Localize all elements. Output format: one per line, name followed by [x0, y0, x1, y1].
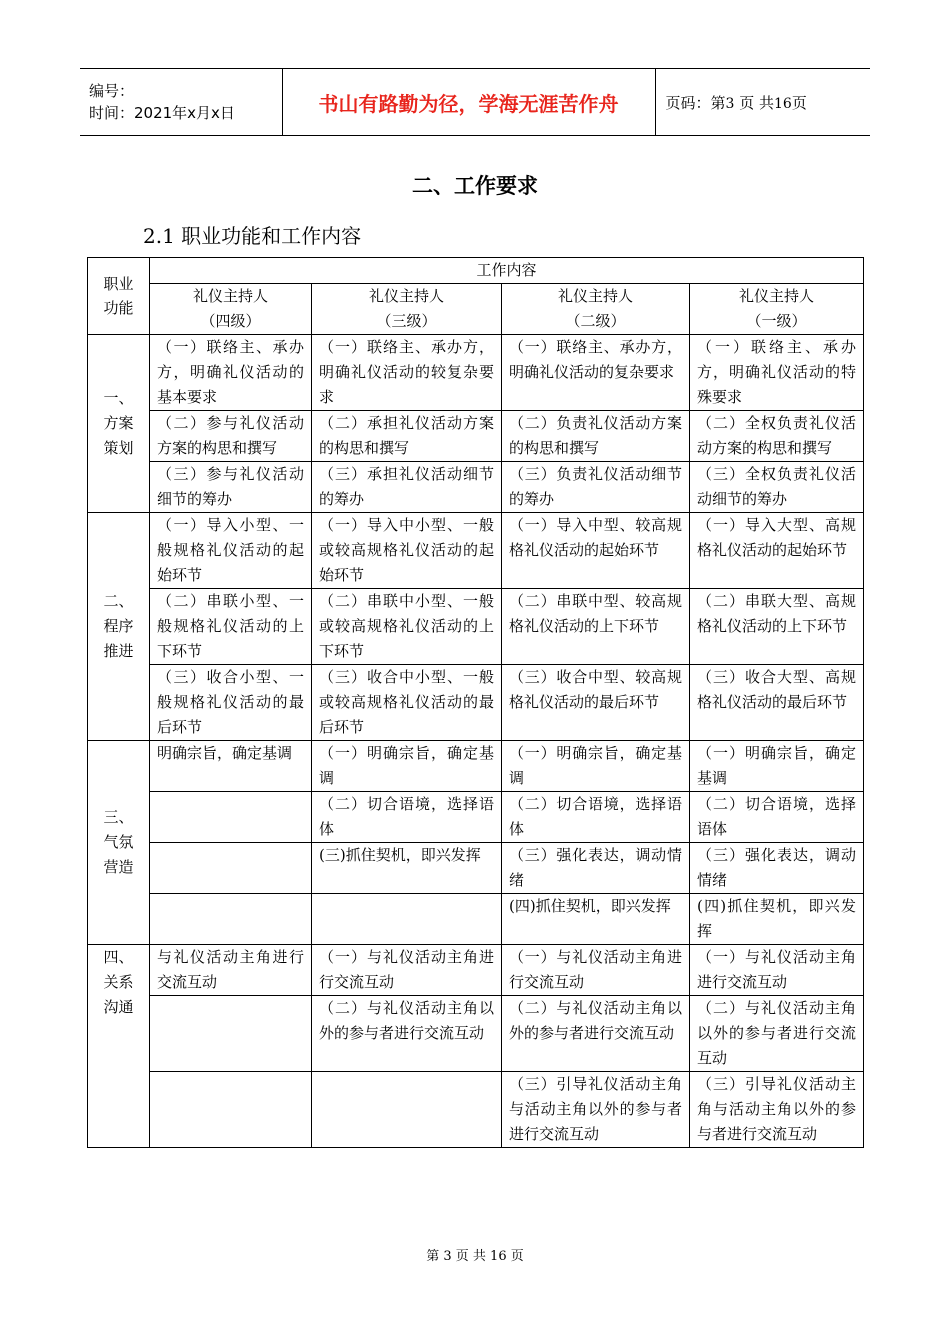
content-cell: （二）承担礼仪活动方案的构思和撰写 — [312, 411, 502, 462]
document-time-label: 时间：2021年x月x日 — [89, 104, 235, 122]
column-header-function: 职业功能 — [88, 258, 150, 335]
header-motto: 书山有路勤为径，学海无涯苦作舟 — [318, 91, 619, 116]
content-cell: 与礼仪活动主角进行交流互动 — [150, 945, 312, 996]
page-prefix: 页码：第 — [665, 93, 726, 112]
header-page-cell — [655, 69, 870, 136]
content-cell: (四)抓住契机，即兴发挥 — [502, 894, 690, 945]
content-cell: （一）联络主、承办方，明确礼仪活动的特殊要求 — [690, 335, 864, 411]
content-cell: （二）与礼仪活动主角以外的参与者进行交流互动 — [312, 996, 502, 1072]
content-cell — [150, 792, 312, 843]
table-row — [88, 1072, 864, 1148]
content-cell: （二）切合语境，选择语体 — [312, 792, 502, 843]
header-meta — [80, 69, 282, 136]
content-cell: 明确宗旨，确定基调 — [150, 741, 312, 792]
table-row — [88, 894, 864, 945]
content-cell: （三）收合中小型、一般或较高规格礼仪活动的最后环节 — [312, 665, 502, 741]
content-cell: （二）切合语境，选择语体 — [502, 792, 690, 843]
content-cell: （二）串联大型、高规格礼仪活动的上下环节 — [690, 589, 864, 665]
table-row — [88, 462, 864, 513]
section-title: 二、工作要求 — [412, 174, 538, 198]
content-cell: (三)抓住契机，即兴发挥 — [312, 843, 502, 894]
content-cell: （三）收合大型、高规格礼仪活动的最后环节 — [690, 665, 864, 741]
content-cell — [150, 894, 312, 945]
function-cell: 二、程序推进 — [88, 513, 150, 741]
content-cell — [312, 894, 502, 945]
table-row — [88, 996, 864, 1072]
table-row — [88, 945, 864, 996]
level-header: 礼仪主持人 （四级） — [150, 284, 312, 335]
level-header: 礼仪主持人 （二级） — [502, 284, 690, 335]
content-cell: （二）参与礼仪活动方案的构思和撰写 — [150, 411, 312, 462]
subsection-title — [143, 220, 361, 249]
table-row — [88, 589, 864, 665]
table-row — [88, 513, 864, 589]
content-cell: （三）引导礼仪活动主角与活动主角以外的参与者进行交流互动 — [690, 1072, 864, 1148]
content-cell: （一）明确宗旨，确定基调 — [312, 741, 502, 792]
content-cell: （一）联络主、承办方，明确礼仪活动的基本要求 — [150, 335, 312, 411]
content-cell: （二）与礼仪活动主角以外的参与者进行交流互动 — [502, 996, 690, 1072]
content-cell: （一）与礼仪活动主角进行交流互动 — [502, 945, 690, 996]
page-mid: 页 共 — [739, 93, 774, 112]
content-cell: （三）强化表达，调动情绪 — [502, 843, 690, 894]
page-total: 16 — [774, 95, 792, 112]
content-cell: （二）与礼仪活动主角以外的参与者进行交流互动 — [690, 996, 864, 1072]
content-cell: （一）导入大型、高规格礼仪活动的起始环节 — [690, 513, 864, 589]
level-header: 礼仪主持人 （一级） — [690, 284, 864, 335]
work-requirements-table — [87, 257, 864, 1148]
content-cell: （三）承担礼仪活动细节的筹办 — [312, 462, 502, 513]
content-cell: （三）收合中型、较高规格礼仪活动的最后环节 — [502, 665, 690, 741]
content-cell: （二）切合语境，选择语体 — [690, 792, 864, 843]
table-row — [88, 665, 864, 741]
content-cell — [312, 1072, 502, 1148]
function-cell: 四、关系沟通 — [88, 945, 150, 1148]
content-cell: （二）串联中型、较高规格礼仪活动的上下环节 — [502, 589, 690, 665]
content-cell: （三）收合小型、一般规格礼仪活动的最后环节 — [150, 665, 312, 741]
content-cell: （三）引导礼仪活动主角与活动主角以外的参与者进行交流互动 — [502, 1072, 690, 1148]
content-cell: （一）与礼仪活动主角进行交流互动 — [690, 945, 864, 996]
content-cell: （三）全权负责礼仪活动细节的筹办 — [690, 462, 864, 513]
page-header — [80, 68, 870, 136]
content-cell: （一）导入小型、一般规格礼仪活动的起始环节 — [150, 513, 312, 589]
content-cell — [150, 1072, 312, 1148]
subsection-text: 职业功能和工作内容 — [181, 224, 362, 248]
table-row — [88, 792, 864, 843]
content-cell: （一）导入中小型、一般或较高规格礼仪活动的起始环节 — [312, 513, 502, 589]
document-number-label: 编号： — [89, 82, 135, 100]
content-cell: （一）明确宗旨，确定基调 — [502, 741, 690, 792]
content-cell: （三）强化表达，调动情绪 — [690, 843, 864, 894]
content-cell: （一）联络主、承办方，明确礼仪活动的较复杂要求 — [312, 335, 502, 411]
header-motto-cell — [282, 69, 655, 136]
page-suffix: 页 — [791, 93, 807, 112]
content-cell: （三）负责礼仪活动细节的筹办 — [502, 462, 690, 513]
page-number: 3 — [725, 95, 735, 112]
content-cell — [150, 996, 312, 1072]
content-cell: （一）明确宗旨，确定基调 — [690, 741, 864, 792]
content-cell: （二）串联中小型、一般或较高规格礼仪活动的上下环节 — [312, 589, 502, 665]
page-footer: 第 3 页 共 16 页 — [426, 1249, 524, 1264]
content-cell: （三）参与礼仪活动细节的筹办 — [150, 462, 312, 513]
content-cell: （二）串联小型、一般规格礼仪活动的上下环节 — [150, 589, 312, 665]
subsection-number: 2.1 — [143, 224, 175, 248]
table-row — [88, 741, 864, 792]
content-cell: （一）导入中型、较高规格礼仪活动的起始环节 — [502, 513, 690, 589]
content-cell: (四)抓住契机，即兴发挥 — [690, 894, 864, 945]
content-cell: （一）联络主、承办方，明确礼仪活动的复杂要求 — [502, 335, 690, 411]
table-row — [88, 411, 864, 462]
table-row — [88, 335, 864, 411]
level-header: 礼仪主持人 （三级） — [312, 284, 502, 335]
table-row — [88, 843, 864, 894]
function-cell: 一、方案策划 — [88, 335, 150, 513]
content-cell — [150, 843, 312, 894]
content-cell: （一）与礼仪活动主角进行交流互动 — [312, 945, 502, 996]
function-cell: 三、气氛营造 — [88, 741, 150, 945]
content-cell: （二）负责礼仪活动方案的构思和撰写 — [502, 411, 690, 462]
page-indicator — [656, 94, 807, 112]
content-cell: （二）全权负责礼仪活动方案的构思和撰写 — [690, 411, 864, 462]
column-header-work-content: 工作内容 — [150, 258, 864, 284]
